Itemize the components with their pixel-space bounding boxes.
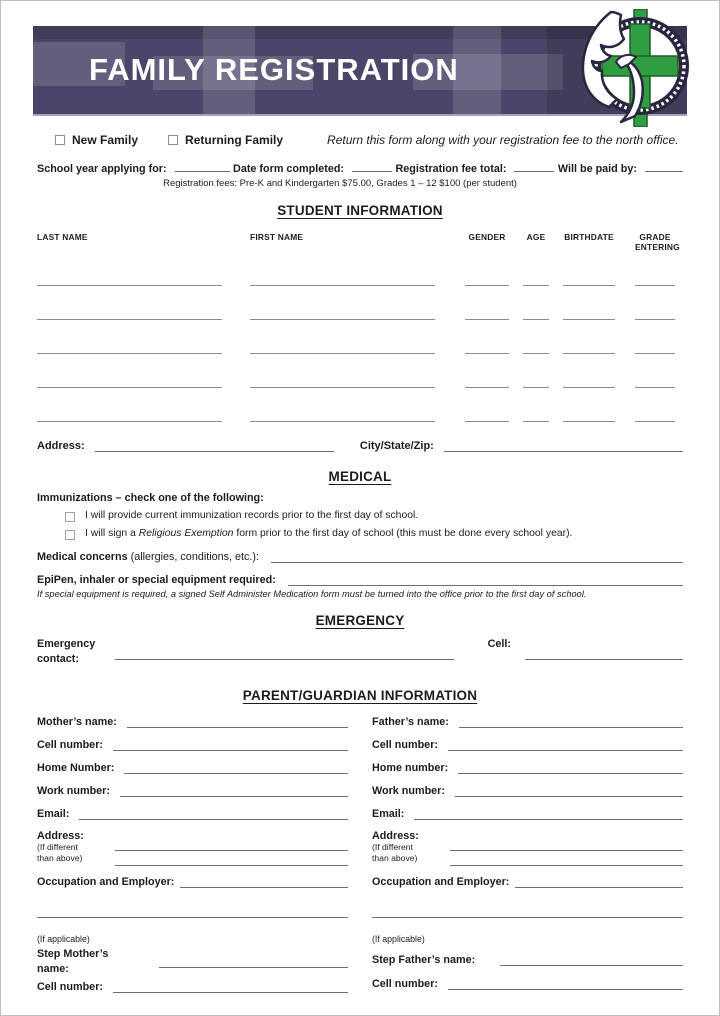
family-type-row	[37, 133, 683, 147]
new-family-label: New Family	[72, 133, 139, 147]
father-address-field-1[interactable]	[450, 839, 683, 851]
mother-address-note: than above)	[37, 852, 83, 863]
mother-address-label: Address:	[37, 830, 84, 843]
page-title: FAMILY REGISTRATION	[89, 52, 459, 87]
parent-section-heading: PARENT/GUARDIAN INFORMATION	[242, 688, 478, 704]
epipen-label: EpiPen, inhaler or special equipment required:	[37, 574, 276, 586]
age-field[interactable]	[523, 308, 549, 320]
first-name-field[interactable]	[250, 308, 435, 320]
mother-occupation-field-2[interactable]	[37, 906, 348, 918]
father-if-applicable-note: (If applicable)	[372, 934, 425, 945]
mother-address-note: (If different	[37, 842, 78, 853]
gender-field[interactable]	[465, 376, 509, 388]
last-name-field[interactable]	[37, 308, 222, 320]
father-work-label: Work number:	[372, 785, 445, 798]
grade-field[interactable]	[635, 410, 675, 422]
mother-work-field[interactable]	[120, 785, 348, 797]
col-last-name: LAST NAME	[37, 232, 88, 242]
mother-occupation-row	[37, 875, 348, 888]
medical-section	[37, 469, 683, 599]
address-label: Address:	[37, 440, 85, 452]
grade-field[interactable]	[635, 308, 675, 320]
immunizations-label: Immunizations – check one of the following:	[37, 492, 264, 504]
gender-field[interactable]	[465, 410, 509, 422]
first-name-field[interactable]	[250, 376, 435, 388]
father-address-field-2[interactable]	[450, 854, 683, 866]
father-occupation-row	[372, 875, 683, 888]
father-name-label: Father’s name:	[372, 716, 449, 729]
emergency-section	[37, 613, 683, 666]
last-name-field[interactable]	[37, 410, 222, 422]
mother-column	[37, 715, 348, 1003]
school-eagle-crest-icon	[571, 9, 699, 127]
father-cell-row	[372, 738, 683, 751]
returning-family-option[interactable]	[168, 133, 283, 147]
school-year-field[interactable]	[175, 160, 230, 172]
age-field[interactable]	[523, 376, 549, 388]
birthdate-field[interactable]	[563, 274, 615, 286]
immunization-records-label: I will provide current immunization records prior to the first day of school.	[85, 510, 419, 521]
step-father-name-label: Step Father’s name:	[372, 953, 476, 966]
step-father-name-field[interactable]	[500, 954, 683, 966]
form-header-banner	[33, 26, 687, 116]
student-row	[37, 342, 683, 354]
step-mother-name-field[interactable]	[159, 956, 348, 968]
emergency-section-heading: EMERGENCY	[315, 613, 405, 628]
step-father-cell-row	[372, 977, 683, 990]
father-name-row	[372, 715, 683, 728]
father-home-field[interactable]	[458, 762, 683, 774]
step-mother-cell-field[interactable]	[113, 981, 348, 993]
city-state-zip-label: City/State/Zip:	[359, 440, 434, 452]
step-mother-name-label: Step Mother’s name:	[37, 948, 109, 975]
step-father-name-row	[372, 947, 683, 973]
paid-by-field[interactable]	[645, 160, 683, 172]
registration-summary-row	[37, 160, 683, 175]
religious-exemption-italic: Religious Exemption	[138, 528, 234, 539]
mother-home-label: Home Number:	[37, 762, 115, 775]
mother-email-label: Email:	[37, 808, 70, 821]
mother-home-field[interactable]	[124, 762, 348, 774]
father-occupation-label: Occupation and Employer:	[372, 876, 510, 889]
mother-address-field-2[interactable]	[115, 854, 348, 866]
father-occupation-field[interactable]	[515, 876, 683, 888]
religious-exemption-option[interactable]	[37, 528, 683, 540]
emergency-contact-label: Emergency contact:	[37, 638, 96, 665]
mother-email-row	[37, 807, 348, 820]
address-field[interactable]	[95, 440, 334, 452]
age-field[interactable]	[523, 410, 549, 422]
col-first-name: FIRST NAME	[250, 232, 304, 242]
step-mother-name-row	[37, 947, 348, 976]
date-completed-field[interactable]	[352, 160, 392, 172]
mother-home-row	[37, 761, 348, 774]
returning-family-checkbox[interactable]	[168, 135, 178, 145]
parent-guardian-section	[37, 688, 683, 1003]
mother-cell-label: Cell number:	[37, 739, 103, 752]
student-section-heading: STUDENT INFORMATION	[277, 203, 443, 218]
mother-if-applicable-note: (If applicable)	[37, 934, 90, 945]
medical-section-heading: MEDICAL	[328, 469, 392, 484]
father-address-label: Address:	[372, 830, 419, 843]
emergency-cell-field[interactable]	[525, 648, 683, 660]
father-name-field[interactable]	[459, 716, 683, 728]
mother-address-block	[37, 830, 348, 866]
new-family-checkbox[interactable]	[55, 135, 65, 145]
step-mother-cell-row	[37, 980, 348, 993]
grade-field[interactable]	[635, 274, 675, 286]
father-email-row	[372, 807, 683, 820]
return-instruction-note: Return this form along with your registration fee to the north office.	[327, 133, 679, 147]
col-birthdate: BIRTHDATE	[564, 232, 614, 242]
new-family-option[interactable]	[55, 133, 138, 147]
father-work-field[interactable]	[455, 785, 683, 797]
grade-field[interactable]	[635, 342, 675, 354]
student-row	[37, 308, 683, 320]
mother-occupation-label: Occupation and Employer:	[37, 876, 175, 889]
mother-address-field-1[interactable]	[115, 839, 348, 851]
religious-exemption-checkbox[interactable]	[65, 530, 75, 540]
last-name-field[interactable]	[37, 274, 222, 286]
paid-by-label: Will be paid by:	[557, 163, 637, 175]
gender-field[interactable]	[465, 274, 509, 286]
last-name-field[interactable]	[37, 342, 222, 354]
student-information-section	[37, 203, 683, 452]
school-year-label: School year applying for:	[37, 163, 167, 175]
emergency-contact-row	[37, 637, 683, 666]
mother-work-row	[37, 784, 348, 797]
fee-total-label: Registration fee total:	[395, 163, 507, 175]
col-age: AGE	[526, 232, 546, 242]
immunization-records-checkbox[interactable]	[65, 512, 75, 522]
mother-name-label: Mother’s name:	[37, 716, 117, 729]
age-field[interactable]	[523, 342, 549, 354]
mother-name-row	[37, 715, 348, 728]
age-field[interactable]	[523, 274, 549, 286]
col-grade-entering: GRADE ENTERING	[635, 232, 680, 252]
mother-cell-row	[37, 738, 348, 751]
first-name-field[interactable]	[250, 410, 435, 422]
student-row	[37, 410, 683, 422]
emergency-cell-label: Cell:	[487, 638, 511, 650]
step-mother-cell-label: Cell number:	[37, 981, 103, 994]
medical-concerns-label: Medical concerns	[37, 551, 128, 563]
gender-field[interactable]	[465, 342, 509, 354]
student-row	[37, 274, 683, 286]
medical-concerns-hint: (allergies, conditions, etc.):	[127, 551, 260, 563]
father-occupation-field-2[interactable]	[372, 906, 683, 918]
student-table-header	[37, 232, 683, 252]
father-cell-label: Cell number:	[372, 739, 438, 752]
mother-email-field[interactable]	[79, 808, 348, 820]
student-row	[37, 376, 683, 388]
epipen-row	[37, 574, 683, 586]
immunization-records-option[interactable]	[37, 510, 683, 522]
father-column	[372, 715, 683, 1003]
gender-field[interactable]	[465, 308, 509, 320]
epipen-field[interactable]	[288, 574, 683, 586]
emergency-contact-field[interactable]	[115, 648, 454, 660]
father-home-label: Home number:	[372, 762, 449, 775]
city-state-zip-field[interactable]	[444, 440, 683, 452]
mother-work-label: Work number:	[37, 785, 110, 798]
step-father-cell-label: Cell number:	[372, 978, 438, 991]
date-completed-label: Date form completed:	[233, 163, 345, 175]
mother-name-field[interactable]	[127, 716, 348, 728]
medical-concerns-row	[37, 551, 683, 563]
father-cell-field[interactable]	[448, 739, 683, 751]
medical-concerns-field[interactable]	[271, 551, 683, 563]
father-work-row	[372, 784, 683, 797]
registration-fees-note: Registration fees: Pre-K and Kindergarten $75.00, Grades 1 – 12 $100 (per student)	[163, 178, 517, 189]
religious-exemption-label: I will sign a Religious Exemption form prior to the first day of school (this must be done every school year).	[85, 528, 573, 539]
birthdate-field[interactable]	[563, 308, 615, 320]
step-father-cell-field[interactable]	[448, 978, 683, 990]
first-name-field[interactable]	[250, 274, 435, 286]
first-name-field[interactable]	[250, 342, 435, 354]
father-email-field[interactable]	[414, 808, 683, 820]
father-address-note: than above)	[372, 852, 418, 863]
returning-family-label: Returning Family	[185, 133, 284, 147]
birthdate-field[interactable]	[563, 376, 615, 388]
father-home-row	[372, 761, 683, 774]
birthdate-field[interactable]	[563, 342, 615, 354]
mother-cell-field[interactable]	[113, 739, 348, 751]
last-name-field[interactable]	[37, 376, 222, 388]
birthdate-field[interactable]	[563, 410, 615, 422]
col-gender: GENDER	[468, 232, 506, 242]
father-email-label: Email:	[372, 808, 405, 821]
student-address-row	[37, 440, 683, 452]
father-address-note: (If different	[372, 842, 413, 853]
fee-total-field[interactable]	[514, 160, 554, 172]
mother-occupation-field[interactable]	[180, 876, 348, 888]
special-equipment-note: If special equipment is required, a signed Self Administer Medication form must be turned into the office prior to the first day of school.	[37, 589, 587, 599]
grade-field[interactable]	[635, 376, 675, 388]
father-address-block	[372, 830, 683, 866]
